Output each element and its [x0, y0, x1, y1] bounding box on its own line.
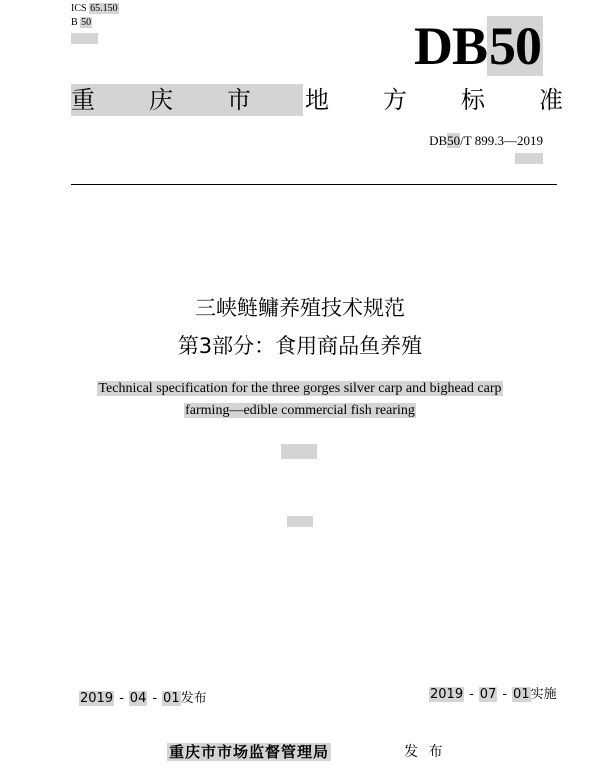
logo-number: 50 [489, 16, 541, 76]
ccs-prefix: B [71, 17, 78, 28]
standard-number-prefix: DB [429, 133, 448, 148]
implement-date [429, 686, 557, 704]
title-english-line2 [0, 402, 600, 420]
standard-type-char: 标 [461, 86, 485, 114]
standard-type-char: 方 [383, 86, 407, 114]
standard-number-province: 50 [447, 133, 461, 148]
header-divider [71, 184, 557, 185]
replaces-standard-field [515, 153, 543, 164]
standard-type-char: 市 [227, 86, 251, 114]
title-chinese-line2: 第3部分：食用商品鱼养殖 [177, 334, 423, 358]
ics-prefix: ICS [71, 3, 87, 14]
publish-day: 01 [163, 691, 180, 706]
draft-date-field [287, 516, 313, 527]
ics-code [71, 3, 119, 15]
standard-logo [414, 18, 543, 74]
publish-date [79, 690, 207, 708]
date-separator: - [152, 691, 158, 706]
filing-number-field [71, 33, 98, 44]
title-english-line1 [0, 380, 600, 398]
standard-number [429, 133, 543, 149]
standard-type-heading [71, 84, 563, 116]
standard-type-highlight [71, 84, 303, 116]
title-english-line2-text: farming—edible commercial fish rearing [185, 403, 415, 418]
implement-month: 07 [479, 687, 497, 702]
issuing-authority [167, 742, 331, 762]
implement-year: 2019 [430, 687, 464, 702]
date-separator: - [119, 691, 124, 706]
title-english-line1-text: Technical specification for the three gorges silver carp and bighead carp [98, 381, 502, 396]
title-chinese-line1: 三峡鲢鳙养殖技术规范 [195, 296, 405, 320]
draft-status-field [281, 444, 317, 459]
publish-year: 2019 [80, 691, 114, 706]
ics-number: 65.150 [90, 3, 118, 14]
publish-label: 发布 [180, 691, 207, 706]
issuer-name: 重庆市市场监督管理局 [169, 743, 330, 761]
publish-month: 04 [129, 691, 147, 706]
standard-type-char: 准 [539, 86, 563, 114]
standard-type-char: 重 [71, 86, 95, 114]
logo-prefix: DB [413, 16, 487, 76]
ccs-number: 50 [81, 17, 92, 28]
standard-number-rest: /T 899.3—2019 [460, 133, 543, 148]
ccs-code [71, 17, 92, 29]
implement-day: 01 [513, 687, 530, 702]
standard-type-char: 庆 [149, 86, 173, 114]
implement-label: 实施 [530, 687, 557, 702]
standard-type-char: 地 [305, 86, 329, 114]
date-separator: - [502, 687, 508, 702]
date-separator: - [469, 687, 474, 702]
issue-label: 发 布 [404, 744, 446, 760]
